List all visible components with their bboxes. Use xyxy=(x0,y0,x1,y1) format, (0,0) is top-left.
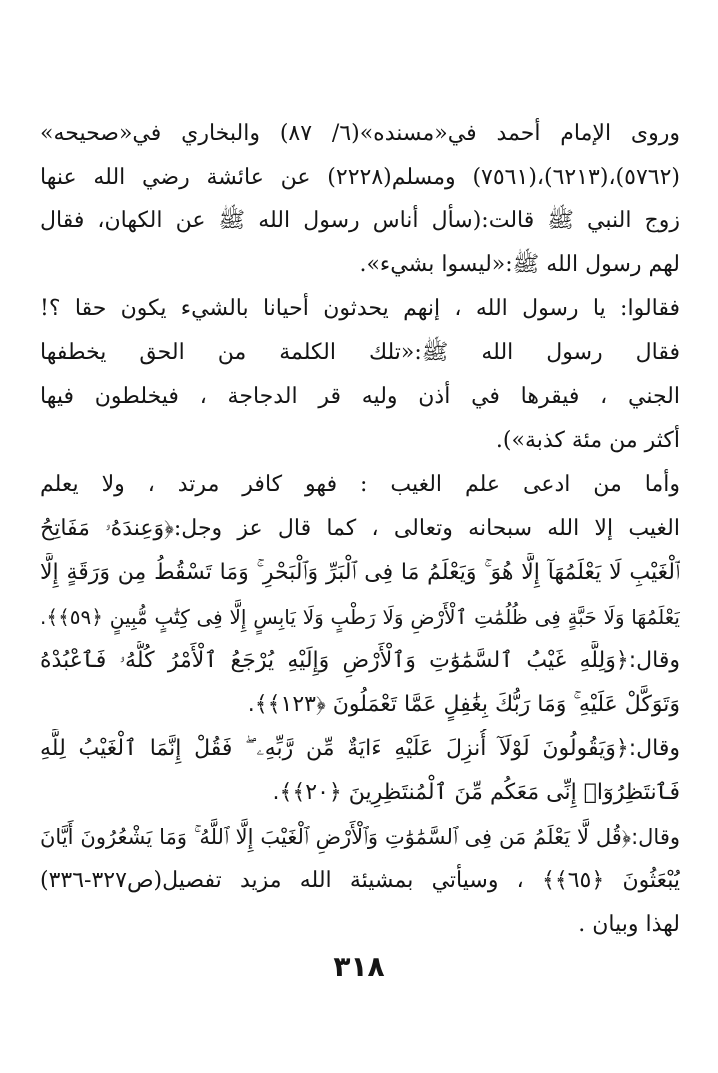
text-line-15: وقال:﴿وَيَقُولُونَ لَوْلَآ أُنزِلَ عَلَيْهِ ءَايَةٌ مِّن رَّبِّهِۦ ۖ فَقُلْ إِنَّمَا ٱلْغَيْبُ لِلَّهِ xyxy=(40,736,680,761)
text-line-9: وأما من ادعى علم الغيب : فهو كافر مرتد ، ولا يعلم xyxy=(40,472,680,497)
text-line-17: وقال:﴿قُل لَّا يَعْلَمُ مَن فِى ٱلسَّمَٰوَٰتِ وَٱلْأَرْضِ ٱلْغَيْبَ إِلَّا ٱللَّهُ ۚ وَمَا يَشْعُرُونَ أَيَّانَ xyxy=(40,825,680,849)
text-line-12: يَعْلَمُهَا وَلَا حَبَّةٍ فِى ظُلُمَٰتِ ٱلْأَرْضِ وَلَا رَطْبٍ وَلَا يَابِسٍ إِلَّا فِى كِتَٰبٍ مُّبِينٍ ﴿٥٩﴾﴾. xyxy=(40,605,680,629)
text-line-6: فقال رسول الله ﷺ:«تلك الكلمة من الحق يخطفها xyxy=(40,340,680,365)
text-line-19: لهذا وبيان . xyxy=(578,912,680,937)
page-number: ٣١٨ xyxy=(333,950,385,983)
text-line-3: زوج النبي ﷺ قالت:(سأل أناس رسول الله ﷺ عن الكهان، فقال xyxy=(40,208,680,233)
text-line-4: لهم رسول الله ﷺ:«ليسوا بشيء». xyxy=(359,252,680,277)
text-line-7: الجني ، فيقرها في أذن وليه قر الدجاجة ، فيخلطون فيها xyxy=(40,384,680,409)
text-line-2: (٥٧٦٢)،(٦٢١٣)،(٧٥٦١) ومسلم(٢٢٢٨) عن عائشة رضي الله عنها xyxy=(40,165,680,190)
text-line-14: وَتَوَكَّلْ عَلَيْهِ ۚ وَمَا رَبُّكَ بِغَٰفِلٍ عَمَّا تَعْمَلُونَ ﴿١٢٣﴾﴾. xyxy=(247,692,680,717)
text-line-10: الغيب إلا الله سبحانه وتعالى ، كما قال عز وجل:﴿وَعِندَهُۥ مَفَاتِحُ xyxy=(40,516,680,541)
text-line-5: فقالوا: يا رسول الله ، إنهم يحدثون أحيانا بالشيء يكون حقا ؟! xyxy=(40,296,680,321)
text-line-1: وروى الإمام أحمد في«مسنده»(٦/ ٨٧) والبخاري في«صحيحه» xyxy=(40,121,680,146)
text-line-11: ٱلْغَيْبِ لَا يَعْلَمُهَآ إِلَّا هُوَ ۚ وَيَعْلَمُ مَا فِى ٱلْبَرِّ وَٱلْبَحْرِ ۚ وَمَا تَسْقُطُ مِن وَرَقَةٍ إِلَّا xyxy=(40,560,680,585)
text-line-13: وقال:﴿وَلِلَّهِ غَيْبُ ٱلسَّمَٰوَٰتِ وَٱلْأَرْضِ وَإِلَيْهِ يُرْجَعُ ٱلْأَمْرُ كُلُّهُۥ فَٱعْبُدْهُ xyxy=(40,648,680,673)
text-line-18: يُبْعَثُونَ ﴿٦٥﴾﴾ ، وسيأتي بمشيئة الله مزيد تفصيل(ص٣٢٧-٣٣٦) xyxy=(40,868,680,893)
text-line-8: أكثر من مئة كذبة»). xyxy=(495,428,680,453)
text-line-16: فَٱنتَظِرُوٓا۟ إِنِّى مَعَكُم مِّنَ ٱلْمُنتَظِرِينَ ﴿٢٠﴾﴾. xyxy=(272,780,680,805)
